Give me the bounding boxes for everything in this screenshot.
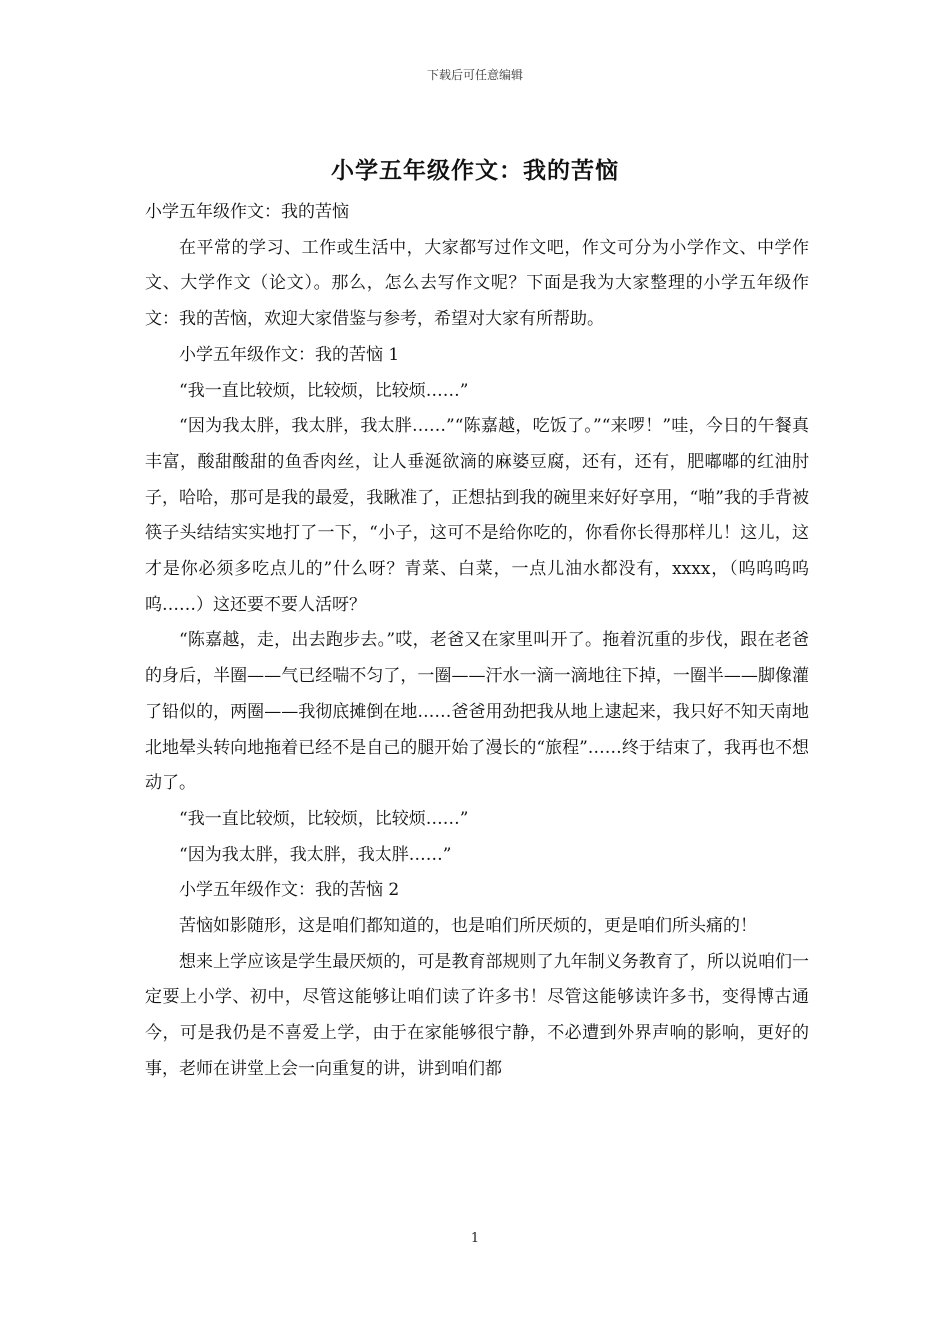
paragraph: 小学五年级作文：我的苦恼 xyxy=(145,202,349,222)
paragraph: 在平常的学习、工作或生活中，大家都写过作文吧，作文可分为小学作文、中学作文、大学作文（论文）。那么，怎么去写作文呢？下面是我为大家整理的小学五年级作文：我的苦恼，欢迎大家借鉴与参考，希望对大家有所帮助。 xyxy=(145,237,809,330)
document-title: 小学五年级作文：我的苦恼 xyxy=(331,157,619,184)
paragraph: 苦恼如影随形，这是咱们都知道的，也是咱们所厌烦的，更是咱们所头痛的！ xyxy=(179,916,757,937)
paragraph: “我一直比较烦，比较烦，比较烦……” xyxy=(179,380,469,401)
paragraph: 小学五年级作文：我的苦恼 2 xyxy=(179,880,400,901)
document-body xyxy=(145,195,809,1088)
paragraph: 小学五年级作文：我的苦恼 1 xyxy=(179,344,400,365)
paragraph: “因为我太胖，我太胖，我太胖……” xyxy=(179,844,452,865)
paragraph: “陈嘉越，走，出去跑步去。”哎，老爸又在家里叫开了。拖着沉重的步伐，跟在老爸的身后，半圈——气已经喘不匀了，一圈——汗水一滴一滴地往下掉，一圈半——脚像灌了铅似的，两圈——我彻底摊倒在地……爸爸用劲把我从地上逮起来，我只好不知天南地北地晕头转向地拖着已经不是自己的腿开始了漫长的“旅程”……终于结束了，我再也不想动了。 xyxy=(145,630,809,794)
paragraph: 想来上学应该是学生最厌烦的，可是教育部规则了九年制义务教育了，所以说咱们一定要上小学、初中，尽管这能够让咱们读了许多书！尽管这能够读许多书，变得博古通今，可是我仍是不喜爱上学，由于在家能够很宁静，不必遭到外界声响的影响，更好的事，老师在讲堂上会一向重复的讲，讲到咱们都 xyxy=(145,951,809,1079)
paragraph: “我一直比较烦，比较烦，比较烦……” xyxy=(179,808,469,829)
page-number: 1 xyxy=(470,1231,480,1246)
paragraph: “因为我太胖，我太胖，我太胖……”“陈嘉越，吃饭了。”“来啰！”哇，今日的午餐真丰富，酸甜酸甜的鱼香肉丝，让人垂涎欲滴的麻婆豆腐，还有，还有，肥嘟嘟的红油肘子，哈哈，那可是我的最爱，我瞅准了，正想拈到我的碗里来好好享用，“啪”我的手背被筷子头结结实实地打了一下，“小子，这可不是给你吃的，你看你长得那样儿！这儿，这才是你必须多吃点儿的”什么呀？青菜、白菜，一点儿油水都没有，xxxx，（呜呜呜呜呜……）这还要不要人活呀？ xyxy=(145,416,809,615)
page-header: 下载后可任意编辑 xyxy=(426,68,523,82)
